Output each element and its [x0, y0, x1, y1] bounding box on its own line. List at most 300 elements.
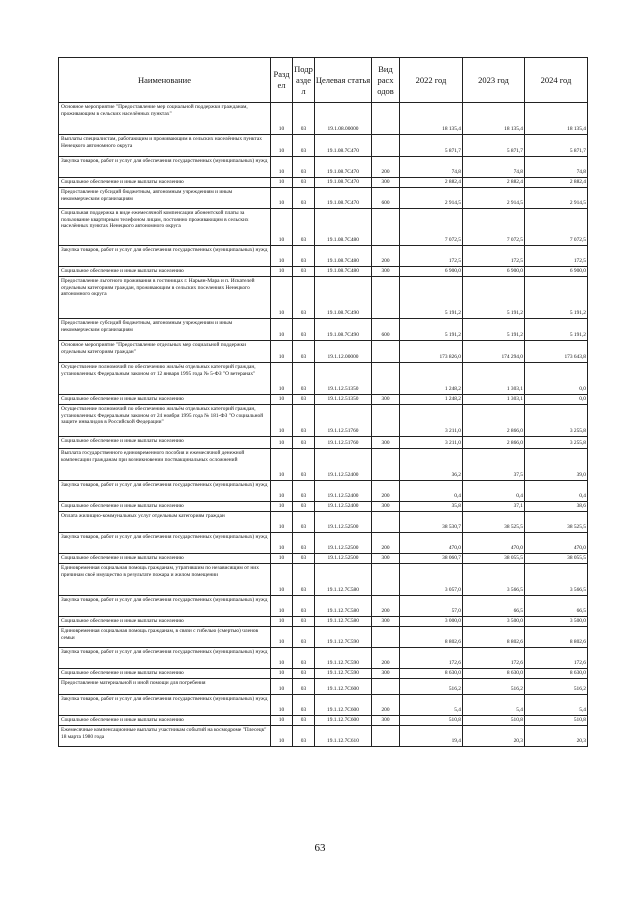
row-name — [59, 341, 271, 363]
row-name-text: Социальное обеспечение и иные выплаты населению — [61, 670, 184, 676]
row-vid: 300 — [372, 669, 400, 679]
row-vid: 300 — [372, 178, 400, 188]
row-razd: 10 — [271, 341, 293, 363]
row-target: 19.1.12.00000 — [315, 341, 372, 363]
row-vid: 200 — [372, 533, 400, 554]
row-value-2023: 1 303,1 — [463, 363, 525, 395]
row-razd: 10 — [271, 716, 293, 726]
row-name-text: Закупка товаров, работ и услуг для обеспечения государственных (муниципальных) нужд — [61, 247, 268, 253]
row-name — [59, 596, 271, 617]
row-value-2024: 2 914,5 — [525, 188, 588, 209]
row-name-text: Осуществление полномочий по обеспечению жильём отдельных категорий граждан, установленных Федеральным законом от 12 января 1995 года № 5-ФЗ "О ветеранах" — [61, 364, 256, 377]
row-name-text: Закупка товаров, работ и услуг для обеспечения государственных (муниципальных) нужд — [61, 482, 268, 488]
row-razd: 10 — [271, 669, 293, 679]
row-podrazd: 03 — [293, 267, 315, 277]
row-name — [59, 157, 271, 178]
row-name — [59, 679, 271, 695]
row-value-2024: 39,0 — [525, 449, 588, 481]
row-value-2022: 38 530,7 — [400, 512, 463, 533]
table-row — [59, 277, 588, 319]
table-row — [59, 648, 588, 669]
row-value-2024: 38 055,5 — [525, 554, 588, 564]
row-podrazd: 03 — [293, 726, 315, 747]
header-name: Наименование — [59, 58, 271, 103]
row-name-text: Основное мероприятие "Предоставление мер социальной поддержки гражданам, проживающим в сельских населённых пунктах" — [61, 104, 248, 117]
row-vid: 600 — [372, 188, 400, 209]
row-razd: 10 — [271, 135, 293, 157]
row-value-2022: 8 802,6 — [400, 627, 463, 648]
row-vid — [372, 135, 400, 157]
row-vid — [372, 405, 400, 437]
row-vid: 200 — [372, 481, 400, 502]
budget-table — [58, 57, 588, 747]
row-value-2023: 172,6 — [463, 648, 525, 669]
row-razd: 10 — [271, 617, 293, 627]
row-value-2024: 74,8 — [525, 157, 588, 178]
row-podrazd: 03 — [293, 395, 315, 405]
row-razd: 10 — [271, 648, 293, 669]
table-row — [59, 395, 588, 405]
table-row — [59, 669, 588, 679]
row-value-2024: 38,6 — [525, 502, 588, 512]
table-row — [59, 481, 588, 502]
row-name-text: Предоставление субсидий бюджетным, автономным учреждениям и иным некоммерческим организациям — [61, 320, 233, 333]
row-vid — [372, 564, 400, 596]
row-name — [59, 188, 271, 209]
header-vid: Вид расх одов — [372, 58, 400, 103]
row-value-2023: 0,4 — [463, 481, 525, 502]
table-row — [59, 695, 588, 716]
row-razd: 10 — [271, 103, 293, 135]
row-name — [59, 502, 271, 512]
row-podrazd: 03 — [293, 341, 315, 363]
row-podrazd: 03 — [293, 157, 315, 178]
row-razd: 10 — [271, 726, 293, 747]
row-value-2022: 5,4 — [400, 695, 463, 716]
row-vid: 200 — [372, 246, 400, 267]
row-value-2022: 38 060,7 — [400, 554, 463, 564]
table-row — [59, 341, 588, 363]
table-row — [59, 363, 588, 395]
row-name — [59, 277, 271, 319]
row-value-2024: 470,0 — [525, 533, 588, 554]
row-name-text: Предоставление материальной и иной помощи для погребения — [61, 680, 206, 686]
row-target: 19.1.08.7С470 — [315, 135, 372, 157]
row-value-2023: 5 871,7 — [463, 135, 525, 157]
row-value-2024: 0,4 — [525, 481, 588, 502]
row-razd: 10 — [271, 502, 293, 512]
row-podrazd: 03 — [293, 481, 315, 502]
row-value-2023: 8 630,0 — [463, 669, 525, 679]
row-value-2023: 5 191,2 — [463, 319, 525, 341]
table-row — [59, 596, 588, 617]
table-row — [59, 564, 588, 596]
row-value-2024: 172,5 — [525, 246, 588, 267]
row-podrazd: 03 — [293, 405, 315, 437]
row-podrazd: 03 — [293, 617, 315, 627]
table-row — [59, 726, 588, 747]
row-podrazd: 03 — [293, 246, 315, 267]
row-name — [59, 395, 271, 405]
row-vid: 300 — [372, 267, 400, 277]
table-row — [59, 157, 588, 178]
row-value-2022: 3 211,0 — [400, 437, 463, 449]
table-row — [59, 437, 588, 449]
row-name — [59, 512, 271, 533]
header-2022: 2022 год — [400, 58, 463, 103]
row-target: 19.1.12.51760 — [315, 405, 372, 437]
page-number: 63 — [314, 842, 326, 854]
row-target: 19.1.12.51350 — [315, 395, 372, 405]
row-podrazd: 03 — [293, 648, 315, 669]
row-podrazd: 03 — [293, 512, 315, 533]
row-value-2024: 8 630,0 — [525, 669, 588, 679]
row-value-2023: 3 500,0 — [463, 617, 525, 627]
row-vid: 300 — [372, 502, 400, 512]
row-razd: 10 — [271, 627, 293, 648]
row-vid — [372, 103, 400, 135]
row-podrazd: 03 — [293, 533, 315, 554]
header-2023: 2023 год — [463, 58, 525, 103]
row-value-2022: 172,5 — [400, 246, 463, 267]
row-value-2022: 1 248,2 — [400, 395, 463, 405]
table-row — [59, 512, 588, 533]
table-row — [59, 449, 588, 481]
row-target: 19.1.12.52500 — [315, 554, 372, 564]
row-target: 19.1.12.52500 — [315, 533, 372, 554]
row-target: 19.1.08.7С490 — [315, 277, 372, 319]
row-podrazd: 03 — [293, 277, 315, 319]
row-value-2023: 3 566,5 — [463, 564, 525, 596]
row-value-2022: 18 135,4 — [400, 103, 463, 135]
row-razd: 10 — [271, 319, 293, 341]
row-value-2024: 173 643,8 — [525, 341, 588, 363]
row-target: 19.1.12.7С610 — [315, 726, 372, 747]
row-vid: 600 — [372, 319, 400, 341]
row-name — [59, 267, 271, 277]
row-target: 19.1.12.51350 — [315, 363, 372, 395]
row-name-text: Закупка товаров, работ и услуг для обеспечения государственных (муниципальных) нужд — [61, 696, 268, 702]
row-value-2024: 0,0 — [525, 395, 588, 405]
row-razd: 10 — [271, 564, 293, 596]
header-2024: 2024 год — [525, 58, 588, 103]
row-podrazd: 03 — [293, 554, 315, 564]
table-row — [59, 502, 588, 512]
row-value-2022: 3 000,0 — [400, 617, 463, 627]
row-name — [59, 669, 271, 679]
row-value-2023: 20,3 — [463, 726, 525, 747]
row-value-2024: 5 191,2 — [525, 277, 588, 319]
row-podrazd: 03 — [293, 716, 315, 726]
row-podrazd: 03 — [293, 363, 315, 395]
row-name — [59, 449, 271, 481]
row-value-2023: 38 055,5 — [463, 554, 525, 564]
row-name-text: Закупка товаров, работ и услуг для обеспечения государственных (муниципальных) нужд — [61, 534, 268, 540]
row-value-2024: 8 802,6 — [525, 627, 588, 648]
row-name-text: Социальное обеспечение и иные выплаты населению — [61, 268, 184, 274]
row-podrazd: 03 — [293, 449, 315, 481]
row-target: 19.1.12.7С600 — [315, 716, 372, 726]
row-value-2022: 2 882,4 — [400, 178, 463, 188]
row-razd: 10 — [271, 512, 293, 533]
row-value-2022: 5 871,7 — [400, 135, 463, 157]
row-value-2022: 510,8 — [400, 716, 463, 726]
row-target: 19.1.08.7С480 — [315, 246, 372, 267]
row-name-text: Оплата жилищно-коммунальных услуг отдельным категориям граждан — [61, 513, 225, 519]
row-vid — [372, 679, 400, 695]
row-vid — [372, 277, 400, 319]
row-value-2024: 3 255,8 — [525, 437, 588, 449]
row-target: 19.1.12.7С590 — [315, 627, 372, 648]
row-value-2022: 36,2 — [400, 449, 463, 481]
row-name-text: Осуществление полномочий по обеспечению жильём отдельных категорий граждан, установленных Федеральным законом от 24 ноября 1995 года № 181-ФЗ "О социальной защите инвалидов в Российской Федерации" — [61, 406, 264, 426]
row-podrazd: 03 — [293, 209, 315, 246]
row-value-2022: 516,2 — [400, 679, 463, 695]
row-name-text: Ежемесячные компенсационные выплаты участникам событий на космодроме "Плесецк" 18 марта 1980 года — [61, 727, 267, 740]
row-value-2022: 19,4 — [400, 726, 463, 747]
row-vid — [372, 726, 400, 747]
row-target: 19.1.08.7С470 — [315, 157, 372, 178]
row-name-text: Основное мероприятие "Предоставление отдельных мер социальной поддержки отдельным категориям граждан" — [61, 342, 246, 355]
row-razd: 10 — [271, 157, 293, 178]
row-podrazd: 03 — [293, 679, 315, 695]
row-name — [59, 178, 271, 188]
row-razd: 10 — [271, 596, 293, 617]
table-body — [59, 103, 588, 747]
row-target: 19.1.08.7С480 — [315, 209, 372, 246]
row-podrazd: 03 — [293, 669, 315, 679]
row-name — [59, 648, 271, 669]
table-row — [59, 246, 588, 267]
row-vid: 300 — [372, 554, 400, 564]
row-target: 19.1.12.7С590 — [315, 648, 372, 669]
row-podrazd: 03 — [293, 178, 315, 188]
row-value-2024: 5,4 — [525, 695, 588, 716]
row-value-2022: 57,0 — [400, 596, 463, 617]
row-razd: 10 — [271, 395, 293, 405]
row-vid — [372, 627, 400, 648]
row-value-2022: 172,6 — [400, 648, 463, 669]
row-value-2024: 510,8 — [525, 716, 588, 726]
row-target: 19.1.08.7С490 — [315, 319, 372, 341]
row-value-2023: 74,8 — [463, 157, 525, 178]
row-value-2024: 2 882,4 — [525, 178, 588, 188]
row-name-text: Выплаты специалистам, работающим и проживающим в сельских населённых пунктах Ненецкого автономного округа — [61, 136, 262, 149]
row-target: 19.1.12.7С600 — [315, 679, 372, 695]
row-name — [59, 103, 271, 135]
row-name-text: Выплата государственного единовременного пособия и ежемесячной денежной компенсации гражданам при возникновении поствакцинальных осложнений — [61, 450, 245, 463]
row-value-2023: 6 900,0 — [463, 267, 525, 277]
row-podrazd: 03 — [293, 437, 315, 449]
row-value-2024: 3 255,8 — [525, 405, 588, 437]
row-value-2023: 38 525,5 — [463, 512, 525, 533]
row-target: 19.1.08.7С470 — [315, 188, 372, 209]
row-name — [59, 533, 271, 554]
row-value-2022: 5 191,2 — [400, 277, 463, 319]
row-vid: 200 — [372, 157, 400, 178]
row-target: 19.1.08.7С480 — [315, 267, 372, 277]
row-value-2022: 5 191,2 — [400, 319, 463, 341]
row-razd: 10 — [271, 178, 293, 188]
row-name — [59, 135, 271, 157]
row-vid — [372, 449, 400, 481]
table-row — [59, 267, 588, 277]
row-name — [59, 617, 271, 627]
table-row — [59, 319, 588, 341]
row-name — [59, 481, 271, 502]
row-razd: 10 — [271, 363, 293, 395]
row-razd: 10 — [271, 449, 293, 481]
row-value-2024: 172,6 — [525, 648, 588, 669]
row-name-text: Социальное обеспечение и иные выплаты населению — [61, 503, 184, 509]
row-razd: 10 — [271, 188, 293, 209]
row-value-2023: 5 191,2 — [463, 277, 525, 319]
row-value-2024: 0,0 — [525, 363, 588, 395]
row-target: 19.1.12.52400 — [315, 502, 372, 512]
row-value-2023: 2 882,4 — [463, 178, 525, 188]
row-value-2023: 66,5 — [463, 596, 525, 617]
row-name — [59, 209, 271, 246]
row-podrazd: 03 — [293, 627, 315, 648]
row-value-2024: 5 191,2 — [525, 319, 588, 341]
table-row — [59, 533, 588, 554]
row-target: 19.1.12.7С580 — [315, 564, 372, 596]
table-row — [59, 679, 588, 695]
row-value-2023: 516,2 — [463, 679, 525, 695]
row-vid: 300 — [372, 716, 400, 726]
row-value-2024: 6 900,0 — [525, 267, 588, 277]
row-value-2023: 174 294,0 — [463, 341, 525, 363]
row-name-text: Социальное обеспечение и иные выплаты населению — [61, 396, 184, 402]
header-razd: Разд ел — [271, 58, 293, 103]
row-value-2022: 3 211,0 — [400, 405, 463, 437]
row-podrazd: 03 — [293, 695, 315, 716]
row-value-2023: 2 914,5 — [463, 188, 525, 209]
row-name-text: Закупка товаров, работ и услуг для обеспечения государственных (муниципальных) нужд — [61, 158, 268, 164]
row-podrazd: 03 — [293, 564, 315, 596]
row-podrazd: 03 — [293, 135, 315, 157]
row-name-text: Социальное обеспечение и иные выплаты населению — [61, 438, 184, 444]
row-value-2024: 20,3 — [525, 726, 588, 747]
row-vid — [372, 209, 400, 246]
row-value-2024: 18 135,4 — [525, 103, 588, 135]
row-name — [59, 564, 271, 596]
row-value-2022: 0,4 — [400, 481, 463, 502]
row-name-text: Предоставление льготного проживания в гостиницах г. Нарьян-Мара и п. Искателей отдельным категориям граждан, проживающим в сельских поселениях Ненецкого автономного округа — [61, 278, 255, 298]
row-name-text: Единовременная социальная помощь гражданам, утратившим по независящим от них причинам своё имущество в результате пожара и жилом помещении — [61, 565, 259, 578]
row-vid: 300 — [372, 437, 400, 449]
table-row — [59, 617, 588, 627]
row-value-2023: 2 866,0 — [463, 437, 525, 449]
row-value-2024: 66,5 — [525, 596, 588, 617]
row-podrazd: 03 — [293, 502, 315, 512]
table-row — [59, 135, 588, 157]
header-target: Целевая статья — [315, 58, 372, 103]
row-razd: 10 — [271, 246, 293, 267]
row-value-2022: 470,0 — [400, 533, 463, 554]
row-name — [59, 319, 271, 341]
row-value-2024: 3 566,5 — [525, 564, 588, 596]
table-row — [59, 103, 588, 135]
row-name-text: Единовременная социальная помощь гражданам, в связи с гибелью (смертью) членов семьи — [61, 628, 259, 641]
row-value-2022: 2 914,5 — [400, 188, 463, 209]
row-value-2023: 470,0 — [463, 533, 525, 554]
row-target: 19.1.12.52500 — [315, 512, 372, 533]
table-row — [59, 627, 588, 648]
row-vid — [372, 341, 400, 363]
row-razd: 10 — [271, 405, 293, 437]
row-vid — [372, 512, 400, 533]
row-target: 19.1.08.00000 — [315, 103, 372, 135]
row-value-2024: 38 525,5 — [525, 512, 588, 533]
row-vid: 200 — [372, 695, 400, 716]
row-name-text: Предоставление субсидий бюджетным, автономным учреждениям и иным некоммерческим организациям — [61, 189, 233, 202]
row-value-2023: 8 802,6 — [463, 627, 525, 648]
row-value-2022: 3 057,0 — [400, 564, 463, 596]
row-value-2023: 7 072,5 — [463, 209, 525, 246]
row-vid: 200 — [372, 648, 400, 669]
row-name-text: Социальная поддержка в виде ежемесячной компенсации абонентской платы за пользование квартирным телефоном лицам, постоянно проживающим в сельских населённых пунктах Ненецкого автономного округа — [61, 210, 249, 230]
row-razd: 10 — [271, 437, 293, 449]
row-razd: 10 — [271, 481, 293, 502]
row-name-text: Социальное обеспечение и иные выплаты населению — [61, 179, 184, 185]
row-value-2023: 37,5 — [463, 449, 525, 481]
row-target: 19.1.12.7С600 — [315, 695, 372, 716]
row-name — [59, 627, 271, 648]
row-target: 19.1.12.52400 — [315, 481, 372, 502]
table-row — [59, 554, 588, 564]
row-name-text: Закупка товаров, работ и услуг для обеспечения государственных (муниципальных) нужд — [61, 649, 268, 655]
row-value-2023: 1 303,1 — [463, 395, 525, 405]
row-razd: 10 — [271, 267, 293, 277]
row-name — [59, 363, 271, 395]
row-target: 19.1.12.52400 — [315, 449, 372, 481]
row-value-2024: 3 500,0 — [525, 617, 588, 627]
row-name — [59, 405, 271, 437]
row-value-2024: 7 072,5 — [525, 209, 588, 246]
row-razd: 10 — [271, 554, 293, 564]
row-value-2022: 7 072,5 — [400, 209, 463, 246]
row-razd: 10 — [271, 277, 293, 319]
row-name-text: Социальное обеспечение и иные выплаты населению — [61, 717, 184, 723]
row-name — [59, 437, 271, 449]
row-value-2023: 37,1 — [463, 502, 525, 512]
row-name — [59, 695, 271, 716]
row-podrazd: 03 — [293, 319, 315, 341]
row-value-2022: 173 826,0 — [400, 341, 463, 363]
table-row — [59, 405, 588, 437]
row-value-2022: 74,8 — [400, 157, 463, 178]
row-razd: 10 — [271, 209, 293, 246]
row-value-2022: 6 900,0 — [400, 267, 463, 277]
row-target: 19.1.12.7С580 — [315, 596, 372, 617]
row-value-2023: 172,5 — [463, 246, 525, 267]
row-vid: 300 — [372, 617, 400, 627]
row-vid — [372, 363, 400, 395]
row-value-2023: 18 135,4 — [463, 103, 525, 135]
row-name — [59, 246, 271, 267]
row-podrazd: 03 — [293, 596, 315, 617]
table-row — [59, 716, 588, 726]
row-name — [59, 554, 271, 564]
row-value-2023: 510,8 — [463, 716, 525, 726]
row-target: 19.1.08.7С470 — [315, 178, 372, 188]
row-podrazd: 03 — [293, 103, 315, 135]
row-name-text: Социальное обеспечение и иные выплаты населению — [61, 618, 184, 624]
table-row — [59, 188, 588, 209]
row-vid: 300 — [372, 395, 400, 405]
row-target: 19.1.12.7С590 — [315, 669, 372, 679]
